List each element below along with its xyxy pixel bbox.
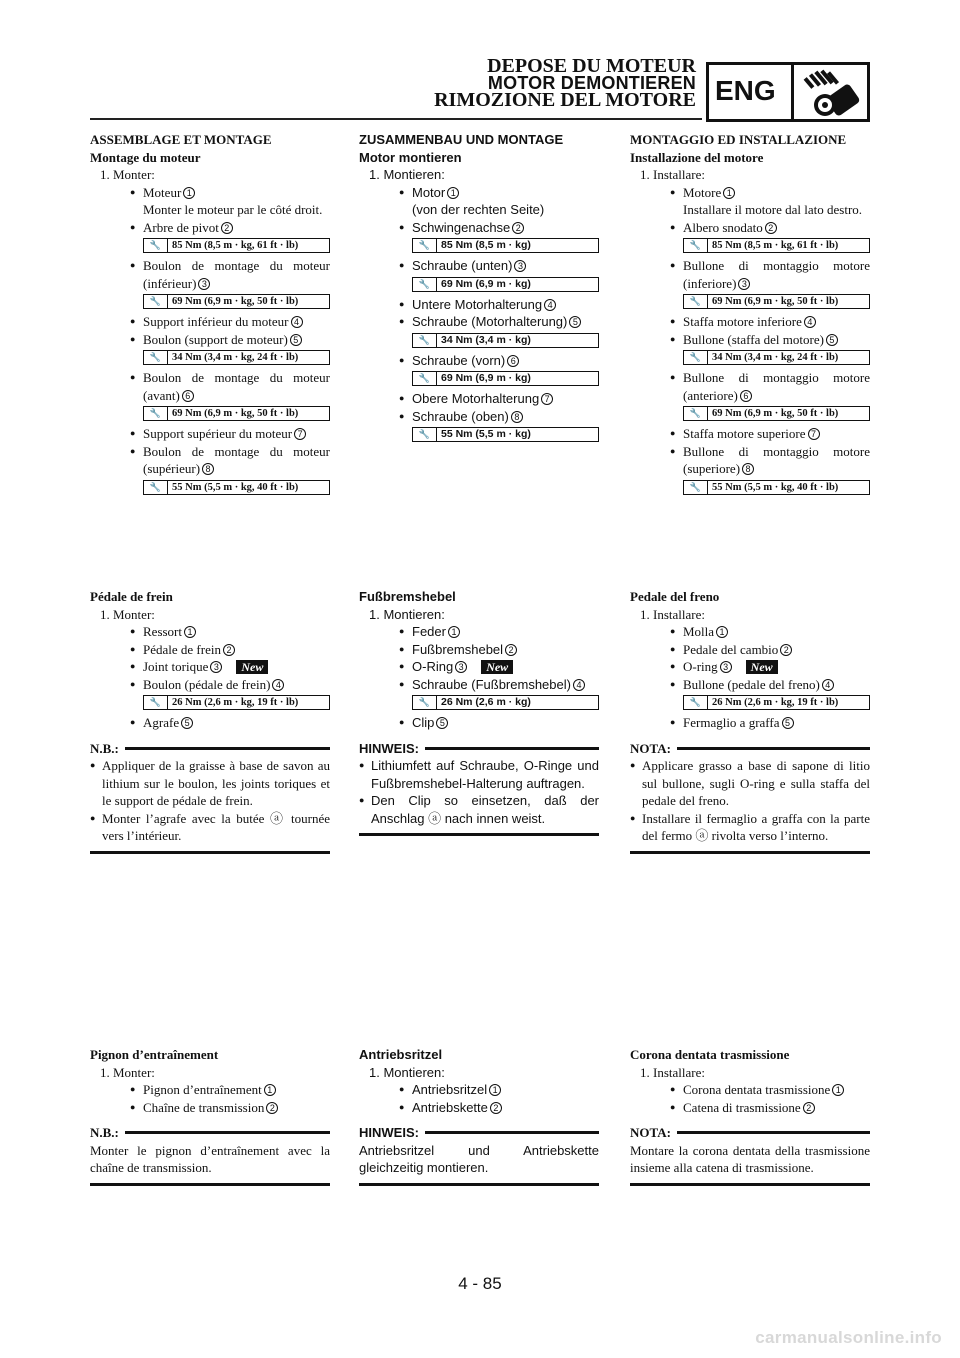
torque-value: 69 Nm (6,9 m · kg) bbox=[441, 372, 531, 384]
torque-value: 26 Nm (2,6 m · kg) bbox=[441, 696, 531, 708]
note-rule bbox=[125, 1131, 330, 1134]
part-item bbox=[630, 219, 870, 237]
part-item bbox=[630, 313, 870, 331]
part-item bbox=[359, 184, 599, 219]
part-item bbox=[630, 623, 870, 641]
callout-number: 3 bbox=[198, 278, 210, 290]
part-item bbox=[630, 1081, 870, 1099]
subsection-heading: Pedale del freno bbox=[630, 589, 720, 604]
callout-number: 5 bbox=[290, 334, 302, 346]
note-list bbox=[630, 757, 870, 845]
callout-number: 4 bbox=[573, 679, 585, 691]
part-label: Obere Motorhalterung bbox=[412, 391, 540, 406]
callout-number: 7 bbox=[808, 428, 820, 440]
torque-spec bbox=[143, 294, 330, 309]
note-item: ● Applicare grasso a base di sapone di litio sul bullone, sugli O-ring e sulla staffa del pedale del freno. bbox=[630, 757, 870, 810]
part-label: Schraube (unten) bbox=[412, 258, 513, 273]
torque-value: 34 Nm (3,4 m · kg, 24 ft · lb) bbox=[172, 352, 299, 363]
part-item bbox=[359, 313, 599, 331]
part-label: Boulon de montage du moteur (supérieur) bbox=[143, 443, 330, 476]
part-label: Bullone di montaggio motore (superiore) bbox=[683, 443, 870, 476]
callout-number: 1 bbox=[716, 626, 728, 638]
parts-list bbox=[90, 623, 330, 732]
part-item bbox=[630, 331, 870, 349]
callout-number: 8 bbox=[511, 411, 523, 423]
callout-number: 5 bbox=[826, 334, 838, 346]
part-item bbox=[630, 257, 870, 292]
callout-number: 4 bbox=[822, 679, 834, 691]
note-end-rule bbox=[90, 1183, 330, 1186]
part-item bbox=[359, 623, 599, 641]
header-rule bbox=[90, 118, 702, 120]
wrench-icon: 🔧 bbox=[684, 295, 708, 308]
torque-value: 55 Nm (5,5 m · kg) bbox=[441, 428, 531, 440]
torque-value: 34 Nm (3,4 m · kg, 24 ft · lb) bbox=[712, 352, 839, 363]
step-label: 1. Installare: bbox=[640, 1064, 705, 1080]
torque-spec bbox=[412, 333, 599, 348]
part-item bbox=[630, 676, 870, 694]
parts-list bbox=[90, 1081, 330, 1116]
note-text: Monter le pignon d’entraînement avec la chaîne de transmission. bbox=[90, 1142, 330, 1175]
part-item bbox=[90, 184, 330, 219]
torque-spec bbox=[683, 406, 870, 421]
step-label: 1. Montieren: bbox=[369, 167, 445, 182]
wrench-icon: 🔧 bbox=[413, 239, 437, 252]
note-rule bbox=[125, 747, 330, 750]
callout-number: 6 bbox=[182, 390, 194, 402]
callout-number: 7 bbox=[294, 428, 306, 440]
callout-number: 6 bbox=[740, 390, 752, 402]
note-header bbox=[630, 1124, 870, 1142]
torque-spec bbox=[143, 350, 330, 365]
section-heading: MONTAGGIO ED INSTALLAZIONE bbox=[630, 132, 847, 147]
section-heading: ASSEMBLAGE ET MONTAGE bbox=[90, 132, 272, 147]
part-item bbox=[90, 1081, 330, 1099]
watermark: carmanualsonline.info bbox=[755, 1328, 942, 1347]
torque-spec bbox=[143, 406, 330, 421]
part-item bbox=[359, 352, 599, 370]
part-label: Boulon (support de moteur) bbox=[143, 331, 288, 347]
wrench-icon: 🔧 bbox=[144, 295, 168, 308]
step-label: 1. Installare: bbox=[640, 167, 705, 182]
sprocket-de bbox=[359, 1046, 599, 1186]
part-label: Staffa motore superiore bbox=[683, 426, 806, 441]
part-label: Schraube (Motorhalterung) bbox=[412, 314, 568, 329]
note-end-rule bbox=[359, 833, 599, 836]
part-label: Motor bbox=[412, 184, 446, 200]
part-item bbox=[359, 658, 599, 676]
wrench-icon: 🔧 bbox=[413, 372, 437, 385]
note-header bbox=[630, 740, 870, 758]
callout-number: 1 bbox=[832, 1084, 844, 1096]
callout-number: 5 bbox=[181, 717, 193, 729]
parts-list bbox=[359, 623, 599, 732]
torque-spec bbox=[412, 277, 599, 292]
callout-number: 5 bbox=[436, 717, 448, 729]
note-header bbox=[359, 740, 599, 758]
torque-value: 69 Nm (6,9 m · kg) bbox=[441, 277, 531, 290]
part-label: O-Ring bbox=[412, 659, 454, 674]
part-label: Boulon de montage du moteur (avant) bbox=[143, 370, 330, 403]
torque-value: 69 Nm (6,9 m · kg, 50 ft · lb) bbox=[172, 408, 299, 419]
part-label: Support inférieur du moteur bbox=[143, 314, 289, 329]
part-item bbox=[630, 1099, 870, 1117]
new-part-badge: New bbox=[746, 660, 778, 674]
part-label: Feder bbox=[412, 624, 446, 639]
part-item bbox=[90, 369, 330, 404]
callout-number: 1 bbox=[723, 187, 735, 199]
parts-list bbox=[90, 184, 330, 495]
note-list bbox=[90, 757, 330, 845]
part-item bbox=[90, 658, 330, 676]
wrench-icon: 🔧 bbox=[144, 696, 168, 709]
note-item: ● Lithiumfett auf Schraube, O-Ringe und Fußbremshebel-Halterung auftragen. bbox=[359, 757, 599, 792]
wrench-icon: 🔧 bbox=[684, 351, 708, 364]
callout-number: 6 bbox=[507, 355, 519, 367]
part-label: Bullone (pedale del freno) bbox=[683, 676, 820, 692]
note-end-rule bbox=[90, 851, 330, 854]
part-label: Untere Motorhalterung bbox=[412, 296, 543, 312]
part-label: Clip bbox=[412, 715, 435, 730]
callout-number: 1 bbox=[183, 187, 195, 199]
callout-number: 2 bbox=[505, 644, 517, 656]
note-rule bbox=[677, 747, 870, 750]
part-item bbox=[630, 714, 870, 732]
callout-number: 1 bbox=[264, 1084, 276, 1096]
part-label: Staffa motore inferiore bbox=[683, 314, 802, 329]
torque-spec bbox=[143, 238, 330, 253]
torque-spec bbox=[683, 238, 870, 253]
part-label: O-ring bbox=[683, 659, 718, 674]
step-label: 1. Installare: bbox=[640, 606, 705, 622]
part-instruction: (von der rechten Seite) bbox=[412, 202, 545, 217]
torque-value: 69 Nm (6,9 m · kg, 50 ft · lb) bbox=[712, 408, 839, 419]
callout-number: 2 bbox=[780, 644, 792, 656]
wrench-icon: 🔧 bbox=[144, 407, 168, 420]
callout-number: 2 bbox=[765, 222, 777, 234]
callout-number: 3 bbox=[455, 661, 467, 673]
part-item bbox=[359, 257, 599, 275]
part-item bbox=[90, 676, 330, 694]
torque-value: 85 Nm (8,5 m · kg) bbox=[441, 239, 531, 251]
part-item bbox=[90, 443, 330, 478]
sprocket-fr bbox=[90, 1046, 330, 1186]
part-item bbox=[630, 184, 870, 219]
part-label: Pedale del cambio bbox=[683, 641, 779, 657]
part-label: Schraube (oben) bbox=[412, 408, 509, 424]
title-de: MOTOR DEMONTIEREN bbox=[487, 73, 696, 93]
part-label: Bullone di montaggio motore (inferiore) bbox=[683, 258, 870, 291]
callout-number: 8 bbox=[742, 463, 754, 475]
assembly-de bbox=[359, 131, 599, 446]
part-item bbox=[90, 714, 330, 732]
parts-list bbox=[630, 184, 870, 495]
callout-number: 4 bbox=[272, 679, 284, 691]
part-label: Joint torique bbox=[143, 659, 209, 674]
torque-value: 69 Nm (6,9 m · kg, 50 ft · lb) bbox=[172, 296, 299, 307]
note-header bbox=[359, 1124, 599, 1142]
part-item bbox=[359, 1099, 599, 1117]
step-label: 1. Montieren: bbox=[369, 606, 445, 622]
page-number: 4 - 85 bbox=[458, 1274, 502, 1293]
callout-number: 1 bbox=[448, 626, 460, 638]
torque-spec bbox=[143, 695, 330, 710]
callout-number: 2 bbox=[223, 644, 235, 656]
title-it: RIMOZIONE DEL MOTORE bbox=[434, 89, 696, 111]
torque-spec bbox=[412, 427, 599, 442]
part-label: Pignon d’entraînement bbox=[143, 1082, 262, 1097]
part-label: Arbre de pivot bbox=[143, 219, 219, 235]
part-label: Pédale de frein bbox=[143, 641, 221, 657]
note-end-rule bbox=[630, 1183, 870, 1186]
wrench-icon: 🔧 bbox=[144, 351, 168, 364]
part-label: Antriebskette bbox=[412, 1099, 488, 1115]
parts-list bbox=[630, 1081, 870, 1116]
callout-number: 4 bbox=[544, 299, 556, 311]
part-label: Schraube (Fußbremshebel) bbox=[412, 676, 571, 692]
part-label: Support supérieur du moteur bbox=[143, 426, 293, 441]
part-label: Agrafe bbox=[143, 715, 180, 730]
note-label: NOTA: bbox=[630, 740, 671, 756]
note-text: Antriebsritzel und Antriebskette gleichzeitig montieren. bbox=[359, 1142, 599, 1175]
callout-number: 1 bbox=[489, 1084, 501, 1096]
wrench-icon: 🔧 bbox=[413, 428, 437, 441]
new-part-badge: New bbox=[481, 660, 513, 674]
step-label: 1. Monter: bbox=[100, 167, 155, 182]
section-badge bbox=[706, 62, 870, 122]
badge-divider bbox=[791, 65, 794, 119]
callout-number: 4 bbox=[291, 316, 303, 328]
part-item bbox=[359, 219, 599, 237]
part-label: Moteur bbox=[143, 184, 182, 200]
assembly-fr bbox=[90, 131, 330, 499]
note-item: ● Installare il fermaglio a graffa con la parte del fermo ⓐ rivolta verso l’interno. bbox=[630, 810, 870, 845]
section-badge-label: ENG bbox=[715, 75, 776, 106]
part-item bbox=[630, 369, 870, 404]
torque-value: 85 Nm (8,5 m · kg, 61 ft · lb) bbox=[172, 240, 299, 251]
part-item bbox=[630, 658, 870, 676]
torque-value: 34 Nm (3,4 m · kg) bbox=[441, 333, 531, 346]
part-item bbox=[90, 257, 330, 292]
subsection-heading: Corona dentata trasmissione bbox=[630, 1047, 790, 1062]
torque-spec bbox=[412, 371, 599, 386]
subsection-heading: Fußbremshebel bbox=[359, 589, 456, 604]
torque-spec bbox=[412, 695, 599, 710]
note-item: ● Den Clip so einsetzen, daß der Anschlag ⓐ nach innen weist. bbox=[359, 792, 599, 827]
step-label: 1. Montieren: bbox=[369, 1064, 445, 1080]
subsection-heading: Montage du moteur bbox=[90, 149, 201, 165]
step-label: 1. Monter: bbox=[100, 1064, 155, 1080]
part-item bbox=[359, 408, 599, 426]
torque-value: 55 Nm (5,5 m · kg, 40 ft · lb) bbox=[712, 481, 839, 493]
wrench-icon: 🔧 bbox=[684, 696, 708, 709]
title-fr: DEPOSE DU MOTEUR bbox=[487, 55, 696, 77]
note-end-rule bbox=[359, 1183, 599, 1186]
torque-spec bbox=[412, 238, 599, 253]
wrench-icon: 🔧 bbox=[413, 696, 437, 709]
torque-value: 69 Nm (6,9 m · kg, 50 ft · lb) bbox=[712, 296, 839, 307]
part-label: Boulon (pédale de frein) bbox=[143, 676, 271, 692]
brake-pedal-it bbox=[630, 588, 870, 854]
callout-number: 2 bbox=[221, 222, 233, 234]
part-item bbox=[90, 641, 330, 659]
part-item bbox=[359, 641, 599, 659]
part-item bbox=[630, 443, 870, 478]
wrench-icon: 🔧 bbox=[684, 481, 708, 494]
note-rule bbox=[425, 747, 599, 750]
torque-value: 26 Nm (2,6 m · kg, 19 ft · lb) bbox=[172, 697, 299, 708]
wrench-icon: 🔧 bbox=[684, 239, 708, 252]
callout-number: 8 bbox=[202, 463, 214, 475]
brake-pedal-fr bbox=[90, 588, 330, 854]
torque-spec bbox=[683, 294, 870, 309]
note-end-rule bbox=[630, 851, 870, 854]
part-item bbox=[90, 331, 330, 349]
callout-number: 3 bbox=[210, 661, 222, 673]
part-label: Antriebsritzel bbox=[412, 1082, 488, 1097]
note-item: ● Monter l’agrafe avec la butée ⓐ tournée vers l’intérieur. bbox=[90, 810, 330, 845]
torque-value: 26 Nm (2,6 m · kg, 19 ft · lb) bbox=[712, 697, 839, 708]
callout-number: 2 bbox=[512, 222, 524, 234]
part-item bbox=[359, 390, 599, 408]
torque-spec bbox=[683, 480, 870, 495]
part-item bbox=[90, 1099, 330, 1117]
parts-list bbox=[359, 1081, 599, 1116]
callout-number: 5 bbox=[782, 717, 794, 729]
part-label: Schwingenachse bbox=[412, 219, 511, 235]
torque-spec bbox=[683, 350, 870, 365]
note-header bbox=[90, 740, 330, 758]
note-rule bbox=[677, 1131, 870, 1134]
subsection-heading: Installazione del motore bbox=[630, 149, 764, 165]
callout-number: 2 bbox=[490, 1102, 502, 1114]
part-item bbox=[90, 623, 330, 641]
sprocket-it bbox=[630, 1046, 870, 1186]
part-item bbox=[630, 641, 870, 659]
wrench-icon: 🔧 bbox=[413, 278, 437, 291]
wrench-icon: 🔧 bbox=[413, 334, 437, 347]
part-label: Chaîne de transmission bbox=[143, 1099, 265, 1115]
note-rule bbox=[425, 1131, 599, 1134]
subsection-heading: Pignon d’entraînement bbox=[90, 1047, 219, 1062]
callout-number: 2 bbox=[266, 1102, 278, 1114]
callout-number: 4 bbox=[804, 316, 816, 328]
part-label: Bullone di montaggio motore (anteriore) bbox=[683, 370, 870, 403]
part-instruction: Installare il motore dal lato destro. bbox=[683, 202, 863, 217]
note-header bbox=[90, 1124, 330, 1142]
note-text: Montare la corona dentata della trasmissione insieme alla catena di trasmissione. bbox=[630, 1142, 870, 1175]
torque-value: 85 Nm (8,5 m · kg, 61 ft · lb) bbox=[712, 240, 839, 251]
subsection-heading: Motor montieren bbox=[359, 149, 462, 165]
part-label: Boulon de montage du moteur (inférieur) bbox=[143, 258, 330, 291]
subsection-heading: Pédale de frein bbox=[90, 589, 173, 604]
part-label: Motore bbox=[683, 184, 722, 200]
assembly-it bbox=[630, 131, 870, 499]
part-label: Catena di trasmissione bbox=[683, 1099, 801, 1115]
torque-spec bbox=[143, 480, 330, 495]
part-label: Bullone (staffa del motore) bbox=[683, 331, 824, 347]
callout-number: 5 bbox=[569, 316, 581, 328]
page-header-titles bbox=[434, 55, 696, 111]
wrench-icon: 🔧 bbox=[144, 239, 168, 252]
callout-number: 3 bbox=[514, 260, 526, 272]
note-item: ● Appliquer de la graisse à base de savon au lithium sur le boulon, les joints toriques et le support de pédale de frein. bbox=[90, 757, 330, 810]
callout-number: 2 bbox=[803, 1102, 815, 1114]
callout-number: 3 bbox=[720, 661, 732, 673]
part-item bbox=[359, 714, 599, 732]
torque-spec bbox=[683, 695, 870, 710]
note-label: N.B.: bbox=[90, 740, 119, 756]
part-label: Schraube (vorn) bbox=[412, 352, 506, 368]
part-label: Albero snodato bbox=[683, 219, 763, 235]
part-item bbox=[90, 219, 330, 237]
callout-number: 3 bbox=[738, 278, 750, 290]
subsection-heading: Antriebsritzel bbox=[359, 1047, 443, 1062]
part-label: Corona dentata trasmissione bbox=[683, 1082, 831, 1097]
new-part-badge: New bbox=[236, 660, 268, 674]
callout-number: 1 bbox=[447, 187, 459, 199]
part-label: Molla bbox=[683, 624, 715, 639]
brake-pedal-de bbox=[359, 588, 599, 836]
callout-number: 7 bbox=[541, 393, 553, 405]
torque-value: 55 Nm (5,5 m · kg, 40 ft · lb) bbox=[172, 481, 299, 493]
note-list bbox=[359, 757, 599, 827]
note-label: HINWEIS: bbox=[359, 1125, 419, 1140]
parts-list bbox=[359, 184, 599, 443]
part-item bbox=[359, 1081, 599, 1099]
part-item bbox=[90, 425, 330, 443]
step-label: 1. Monter: bbox=[100, 606, 155, 622]
callout-number: 1 bbox=[184, 626, 196, 638]
note-label: N.B.: bbox=[90, 1125, 119, 1140]
part-item bbox=[359, 296, 599, 314]
part-item bbox=[630, 425, 870, 443]
parts-list bbox=[630, 623, 870, 732]
part-item bbox=[359, 676, 599, 694]
part-item bbox=[90, 313, 330, 331]
wrench-icon: 🔧 bbox=[144, 481, 168, 494]
part-label: Ressort bbox=[143, 624, 182, 639]
note-label: HINWEIS: bbox=[359, 740, 419, 756]
wrench-icon: 🔧 bbox=[684, 407, 708, 420]
note-label: NOTA: bbox=[630, 1125, 671, 1140]
section-heading: ZUSAMMENBAU UND MONTAGE bbox=[359, 132, 564, 147]
part-label: Fermaglio a graffa bbox=[683, 715, 780, 730]
part-label: Fußbremshebel bbox=[412, 641, 504, 657]
engine-icon bbox=[799, 67, 865, 121]
part-instruction: Monter le moteur par le côté droit. bbox=[143, 202, 323, 217]
